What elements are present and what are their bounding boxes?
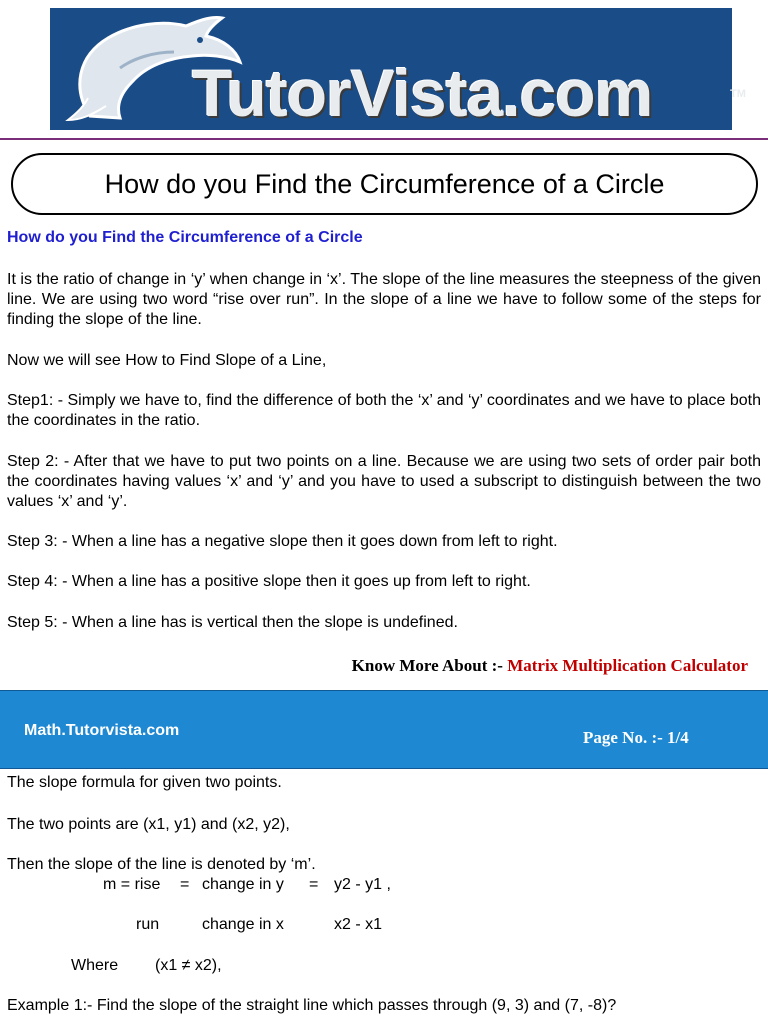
step-1-paragraph: Step1: - Simply we have to, find the difference of both the ‘x’ and ‘y’ coordinates and we have to place both the coordinates in the ratio. — [7, 392, 761, 429]
how-to-paragraph: Now we will see How to Find Slope of a Line, — [7, 352, 327, 369]
formula-rise: m = rise — [103, 876, 161, 893]
title-box — [11, 153, 758, 215]
step-5-paragraph: Step 5: - When a line has is vertical then the slope is undefined. — [7, 614, 458, 631]
logo-trademark: TM — [730, 88, 746, 100]
step-4-paragraph: Step 4: - When a line has a positive slope then it goes up from left to right. — [7, 573, 531, 590]
step-3-paragraph: Step 3: - When a line has a negative slope then it goes down from left to right. — [7, 533, 558, 550]
subheading: How do you Find the Circumference of a Circle — [7, 229, 363, 246]
formula-y-diff: y2 - y1 , — [334, 876, 391, 893]
formula-run: run — [136, 916, 160, 933]
footer-site-name: Math.Tutorvista.com — [24, 722, 180, 739]
know-more-label: Know More About :- — [351, 656, 508, 675]
formula-where-value: (x1 ≠ x2), — [155, 957, 222, 974]
page-title: How do you Find the Circumference of a Circle — [104, 168, 665, 199]
footer-bar — [0, 690, 768, 769]
intro-paragraph: It is the ratio of change in ‘y’ when change in ‘x’. The slope of the line measures the steepness of the given line. We are using two word “rise over run”. In the slope of a line we have to follow some of the steps for finding the slope of the line. — [7, 271, 761, 328]
formula-equals-1: = — [180, 876, 190, 893]
formula-x-diff: x2 - x1 — [334, 916, 383, 933]
logo-text: TutorVista.com — [192, 56, 653, 130]
know-more-link[interactable]: Matrix Multiplication Calculator — [507, 656, 748, 675]
formula-where-label: Where — [71, 957, 119, 974]
step-2-paragraph: Step 2: - After that we have to put two points on a line. Because we are using two sets of order pair both the coordinates having values ‘x’ and ‘y’ and you have to used a subscript to distinguish between the two values ‘x’ and ‘y’. — [7, 453, 761, 510]
formula-change-y: change in y — [202, 876, 284, 893]
formula-points: The two points are (x1, y1) and (x2, y2), — [7, 816, 290, 833]
header-divider — [0, 138, 768, 140]
formula-intro: The slope formula for given two points. — [7, 774, 282, 791]
formula-change-x: change in x — [202, 916, 284, 933]
logo-banner — [50, 8, 746, 130]
footer-page-number: Page No. :- 1/4 — [583, 728, 689, 747]
know-more — [352, 656, 748, 676]
example-1: Example 1:- Find the slope of the straight line which passes through (9, 3) and (7, -8)? — [7, 997, 617, 1014]
formula-denoted: Then the slope of the line is denoted by ‘m’. — [7, 856, 316, 873]
formula-equals-2: = — [309, 876, 319, 893]
